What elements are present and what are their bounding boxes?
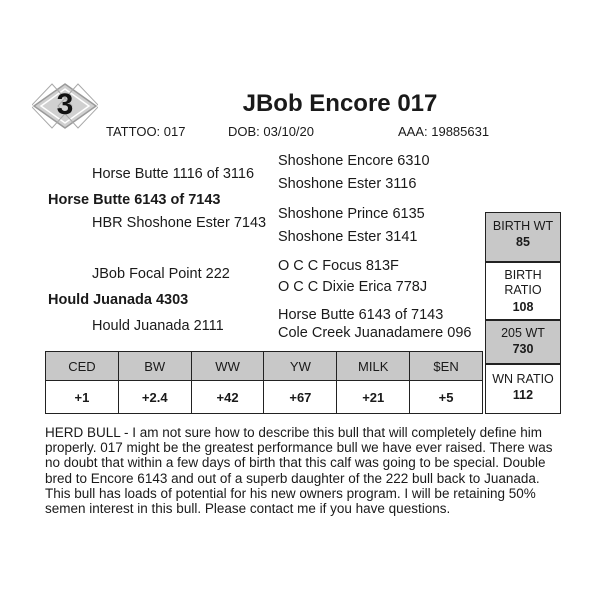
stat-birth-weight — [485, 212, 561, 262]
epd-header-milk: MILK — [337, 352, 410, 381]
stat-label: BIRTH WT — [492, 219, 554, 233]
lot-number: 3 — [56, 88, 74, 121]
pedigree-ssd: Shoshone Ester 3116 — [278, 176, 417, 192]
epd-header-ww: WW — [191, 352, 264, 381]
stat-label: BIRTH RATIO — [504, 268, 542, 297]
epd-value-bw: +2.4 — [118, 381, 191, 414]
tattoo-field: TATTOO: 017 — [106, 124, 186, 139]
stat-birth-ratio — [485, 262, 561, 320]
epd-value-yw: +67 — [264, 381, 337, 414]
pedigree-sss: Shoshone Encore 6310 — [278, 153, 430, 169]
epd-value-ced: +1 — [46, 381, 119, 414]
pedigree-sire: Horse Butte 6143 of 7143 — [48, 192, 221, 208]
pedigree-sire-sire: Horse Butte 1116 of 3116 — [92, 166, 255, 182]
epd-value-milk: +21 — [337, 381, 410, 414]
stat-value: 85 — [516, 235, 530, 249]
epd-value-row — [46, 381, 483, 414]
pedigree-sire-dam: HBR Shoshone Ester 7143 — [92, 215, 267, 231]
epd-header-bw: BW — [118, 352, 191, 381]
pedigree-ddd: Cole Creek Juanadamere 096 — [278, 325, 472, 341]
animal-name: JBob Encore 017 — [242, 90, 438, 117]
stat-label: WN RATIO — [492, 372, 554, 386]
stat-value: 730 — [512, 342, 534, 356]
lot-description: HERD BULL - I am not sure how to describe this bull that will completely define him properly. 017 might be the greatest performance bull we have ever raised. There was no doubt that within a few days of birth that this calf was going to be special. Double bred to Encore 6143 and out of a superb daughter of the 222 bull back to Juanada. This bull has loads of potential for his new owners program. I will be retaining 50% semen interest in this bull. Please contact me if you have questions. — [45, 425, 553, 517]
pedigree-dam-dam: Hould Juanada 2111 — [92, 318, 224, 334]
pedigree-dds: Horse Butte 6143 of 7143 — [278, 307, 444, 323]
epd-table — [45, 351, 483, 414]
epd-header-yw: YW — [264, 352, 337, 381]
epd-header-row — [46, 352, 483, 381]
pedigree-dsd: O C C Dixie Erica 778J — [278, 279, 428, 295]
stat-value: 112 — [512, 388, 534, 402]
pedigree-dam: Hould Juanada 4303 — [48, 292, 189, 308]
registration-field: AAA: 19885631 — [398, 124, 490, 139]
pedigree-sdd: Shoshone Ester 3141 — [278, 229, 418, 245]
pedigree-dam-sire: JBob Focal Point 222 — [92, 266, 230, 282]
epd-value-ww: +42 — [191, 381, 264, 414]
epd-value-en: +5 — [410, 381, 483, 414]
epd-header-ced: CED — [46, 352, 119, 381]
dob-field: DOB: 03/10/20 — [228, 124, 314, 139]
pedigree-sds: Shoshone Prince 6135 — [278, 206, 425, 222]
epd-header-en: $EN — [410, 352, 483, 381]
stat-label: 205 WT — [501, 326, 545, 340]
stat-205-weight — [485, 320, 561, 364]
stat-value: 108 — [512, 300, 534, 314]
stat-weaning-ratio — [485, 364, 561, 414]
pedigree-dss: O C C Focus 813F — [278, 258, 399, 274]
